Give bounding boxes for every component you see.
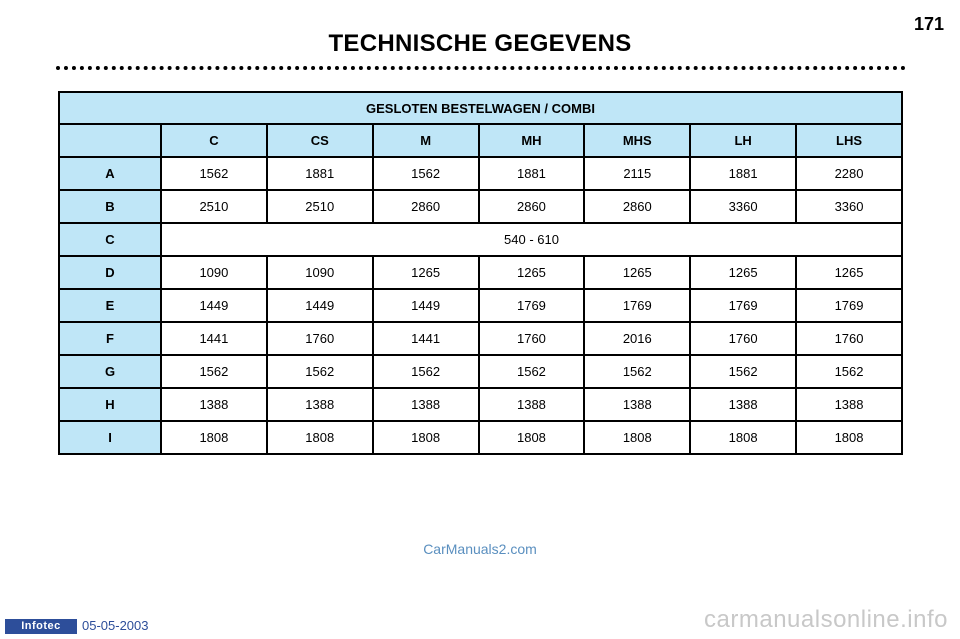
column-header: CS (267, 124, 373, 157)
value-cell: 1449 (373, 289, 479, 322)
value-cell: 1388 (479, 388, 585, 421)
footer-site: carmanualsonline.info (704, 606, 948, 633)
value-cell: 1562 (161, 157, 267, 190)
dotted-divider (56, 66, 906, 70)
row-label: C (59, 223, 161, 256)
table-row (59, 289, 902, 322)
value-cell: 2510 (161, 190, 267, 223)
column-header: C (161, 124, 267, 157)
column-header: LH (690, 124, 796, 157)
value-cell: 1562 (479, 355, 585, 388)
page-number: 171 (913, 14, 944, 34)
value-cell: 1760 (267, 322, 373, 355)
row-label: E (59, 289, 161, 322)
value-cell: 1562 (267, 355, 373, 388)
value-cell: 1760 (690, 322, 796, 355)
value-cell: 1090 (267, 256, 373, 289)
table-caption: GESLOTEN BESTELWAGEN / COMBI (59, 92, 902, 124)
value-cell: 1562 (373, 355, 479, 388)
value-cell: 1562 (373, 157, 479, 190)
value-cell: 1881 (690, 157, 796, 190)
row-label: H (59, 388, 161, 421)
value-cell: 3360 (796, 190, 902, 223)
value-cell: 1449 (267, 289, 373, 322)
dimensions-table (58, 91, 903, 455)
column-header: M (373, 124, 479, 157)
value-cell: 1265 (584, 256, 690, 289)
table-caption-row (59, 92, 902, 124)
column-header: LHS (796, 124, 902, 157)
value-cell: 1769 (690, 289, 796, 322)
value-cell: 1808 (479, 421, 585, 454)
value-cell: 1769 (479, 289, 585, 322)
value-cell: 3360 (690, 190, 796, 223)
value-cell: 1388 (161, 388, 267, 421)
value-cell: 2280 (796, 157, 902, 190)
value-cell: 1441 (161, 322, 267, 355)
value-cell: 1388 (690, 388, 796, 421)
value-cell: 1808 (690, 421, 796, 454)
table-row (59, 190, 902, 223)
value-cell: 1769 (796, 289, 902, 322)
value-cell: 1760 (796, 322, 902, 355)
value-cell: 1265 (690, 256, 796, 289)
footer-date: 05-05-2003 (82, 618, 149, 633)
value-cell: 1808 (161, 421, 267, 454)
table-row (59, 223, 902, 256)
value-cell: 1388 (373, 388, 479, 421)
row-label: D (59, 256, 161, 289)
value-cell: 1090 (161, 256, 267, 289)
table-row (59, 322, 902, 355)
value-cell: 1808 (267, 421, 373, 454)
value-cell: 1562 (584, 355, 690, 388)
row-label: F (59, 322, 161, 355)
table-row (59, 421, 902, 454)
value-cell: 1769 (584, 289, 690, 322)
value-cell: 2860 (373, 190, 479, 223)
watermark: CarManuals2.com (423, 541, 537, 557)
table-header-row (59, 124, 902, 157)
value-cell: 1388 (267, 388, 373, 421)
corner-cell (59, 124, 161, 157)
value-cell: 2860 (584, 190, 690, 223)
value-cell: 1562 (161, 355, 267, 388)
row-label: A (59, 157, 161, 190)
table-row (59, 157, 902, 190)
row-label: G (59, 355, 161, 388)
value-cell: 1265 (373, 256, 479, 289)
table-row (59, 355, 902, 388)
value-cell: 1441 (373, 322, 479, 355)
value-cell: 1562 (796, 355, 902, 388)
column-header: MH (479, 124, 585, 157)
table-row (59, 256, 902, 289)
row-label: B (59, 190, 161, 223)
value-cell: 2115 (584, 157, 690, 190)
value-cell: 1760 (479, 322, 585, 355)
value-cell: 1881 (479, 157, 585, 190)
merged-value-cell: 540 - 610 (161, 223, 902, 256)
value-cell: 1808 (796, 421, 902, 454)
infotec-logo: Infotec (5, 619, 77, 634)
value-cell: 1808 (584, 421, 690, 454)
value-cell: 2510 (267, 190, 373, 223)
value-cell: 1388 (796, 388, 902, 421)
value-cell: 1449 (161, 289, 267, 322)
value-cell: 1388 (584, 388, 690, 421)
value-cell: 2016 (584, 322, 690, 355)
value-cell: 1881 (267, 157, 373, 190)
value-cell: 1265 (479, 256, 585, 289)
row-label: I (59, 421, 161, 454)
value-cell: 2860 (479, 190, 585, 223)
value-cell: 1562 (690, 355, 796, 388)
value-cell: 1265 (796, 256, 902, 289)
column-header: MHS (584, 124, 690, 157)
page-title: TECHNISCHE GEGEVENS (328, 30, 632, 57)
table-row (59, 388, 902, 421)
value-cell: 1808 (373, 421, 479, 454)
